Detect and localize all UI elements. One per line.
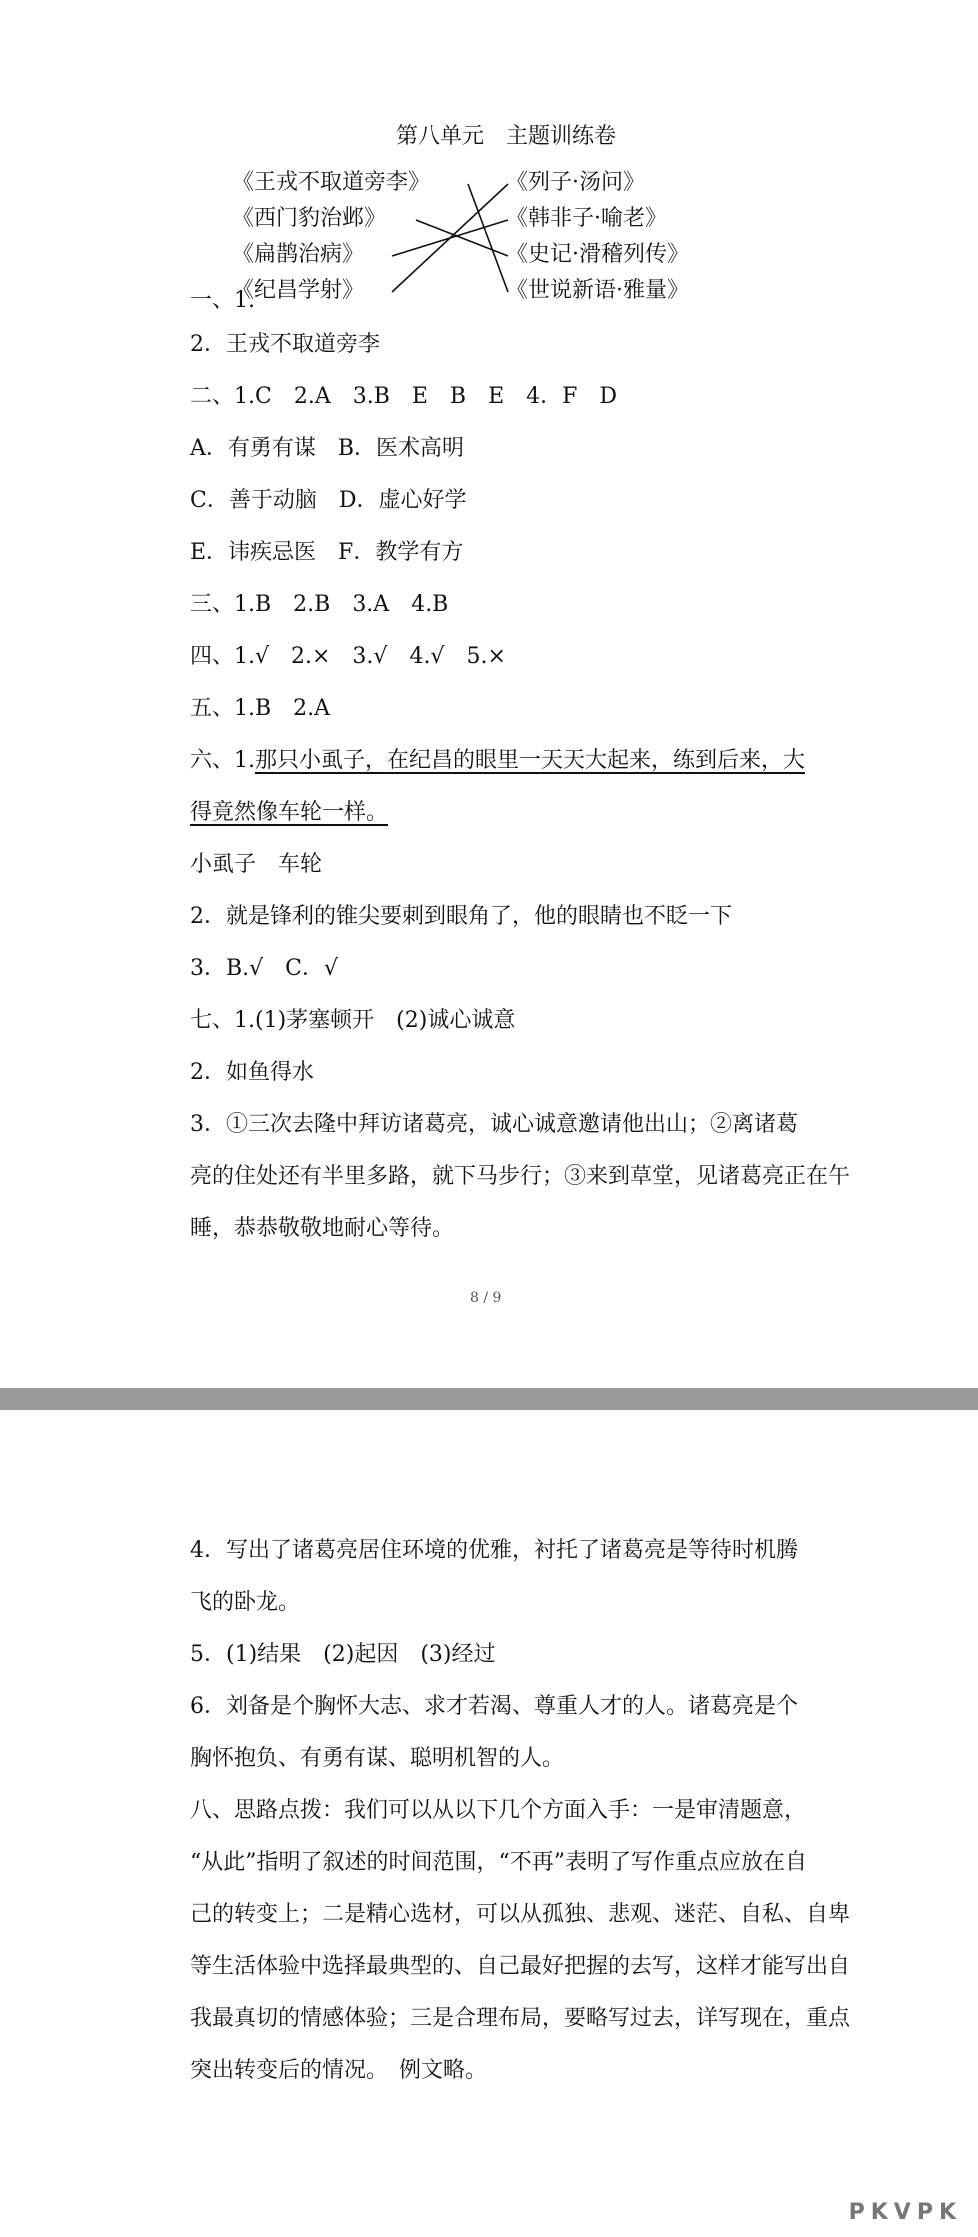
match-right-1: 《列子·汤问》 xyxy=(506,170,645,195)
match-right-4: 《世说新语·雅量》 xyxy=(506,278,689,303)
answer-8-line4: 等生活体验中选择最典型的、自己最好把握的去写，这样才能写出自 xyxy=(190,1954,851,1979)
page-title: 第八单元 主题训练卷 xyxy=(396,124,617,149)
answer-7-3-line2: 亮的住处还有半里多路，就下马步行；③来到草堂，见诸葛亮正在午 xyxy=(190,1164,851,1189)
answer-8-line5: 我最真切的情感体验；三是合理布局，要略写过去，详写现在，重点 xyxy=(190,2006,851,2031)
match-left-2: 《西门豹治邺》 xyxy=(232,206,387,231)
page-number: 8 / 9 xyxy=(470,1290,502,1306)
answer-6-words: 小虱子 车轮 xyxy=(190,852,323,877)
matching-lines xyxy=(0,0,978,320)
answer-8-line1: 八、思路点拨：我们可以从以下几个方面入手：一是审清题意， xyxy=(190,1798,807,1823)
answer-7-6-line2: 胸怀抱负、有勇有谋、聪明机智的人。 xyxy=(190,1746,565,1771)
answer-6-prefix: 六、1. xyxy=(190,748,255,773)
answer-2-cd: C．善于动脑 D．虚心好学 xyxy=(190,488,467,513)
answer-7-3-line3: 睡，恭恭敬敬地耐心等待。 xyxy=(190,1216,455,1241)
match-line-2 xyxy=(416,220,508,256)
match-line-4 xyxy=(392,184,508,292)
match-right-2: 《韩非子·喻老》 xyxy=(506,206,667,231)
answer-7-2: 2．如鱼得水 xyxy=(190,1060,314,1085)
answer-8-line6: 突出转变后的情况。 例文略。 xyxy=(190,2058,488,2083)
watermark: PKVPK xyxy=(848,2200,962,2225)
page-separator xyxy=(0,1388,978,1410)
answer-7-4-line1: 4．写出了诸葛亮居住环境的优雅，衬托了诸葛亮是等待时机腾 xyxy=(190,1538,798,1563)
answer-7-6-line1: 6．刘备是个胸怀大志、求才若渴、尊重人才的人。诸葛亮是个 xyxy=(190,1694,798,1719)
answer-5: 五、1.B 2.A xyxy=(190,696,331,721)
answer-2: 二、1.C 2.A 3.B E B E 4．F D xyxy=(190,384,618,409)
answer-6-underlined-1: 那只小虱子，在纪昌的眼里一天天大起来，练到后来，大 xyxy=(255,748,806,773)
match-left-3: 《扁鹊治病》 xyxy=(232,242,365,267)
answer-6-1-cont xyxy=(190,798,388,828)
answer-1-2: 2．王戎不取道旁李 xyxy=(190,332,380,357)
answer-7-4-line2: 飞的卧龙。 xyxy=(190,1590,301,1615)
answer-2-ab: A．有勇有谋 B．医术高明 xyxy=(190,436,465,461)
answer-6-3: 3．B.√ C．√ xyxy=(190,956,339,981)
answer-7-1: 七、1.(1)茅塞顿开 (2)诚心诚意 xyxy=(190,1008,516,1033)
match-left-1: 《王戎不取道旁李》 xyxy=(232,170,431,195)
answer-7-3-line1: 3．①三次去隆中拜访诸葛亮，诚心诚意邀请他出山；②离诸葛 xyxy=(190,1112,798,1137)
page-9 xyxy=(0,1410,978,2237)
answer-6-underlined-2: 得竟然像车轮一样。 xyxy=(190,800,389,825)
answer-6-1 xyxy=(190,746,805,776)
match-right-3: 《史记·滑稽列传》 xyxy=(506,242,689,267)
answer-2-ef: E．讳疾忌医 F．教学有方 xyxy=(190,540,464,565)
answer-4: 四、1.√ 2.× 3.√ 4.√ 5.× xyxy=(190,644,506,669)
answer-6-2: 2．就是锋利的锥尖要刺到眼角了，他的眼睛也不眨一下 xyxy=(190,904,732,929)
answer-3: 三、1.B 2.B 3.A 4.B xyxy=(190,592,449,617)
match-line-1 xyxy=(468,184,508,292)
answer-7-5: 5．(1)结果 (2)起因 (3)经过 xyxy=(190,1642,496,1667)
answer-8-line3: 己的转变上；二是精心选材，可以从孤独、悲观、迷茫、自私、自卑 xyxy=(190,1902,851,1927)
match-left-4: 《纪昌学射》 xyxy=(232,278,365,303)
answer-1-1: 一、1. xyxy=(190,288,255,313)
answer-8-line2: “从此”指明了叙述的时间范围，“不再”表明了写作重点应放在自 xyxy=(190,1850,807,1875)
